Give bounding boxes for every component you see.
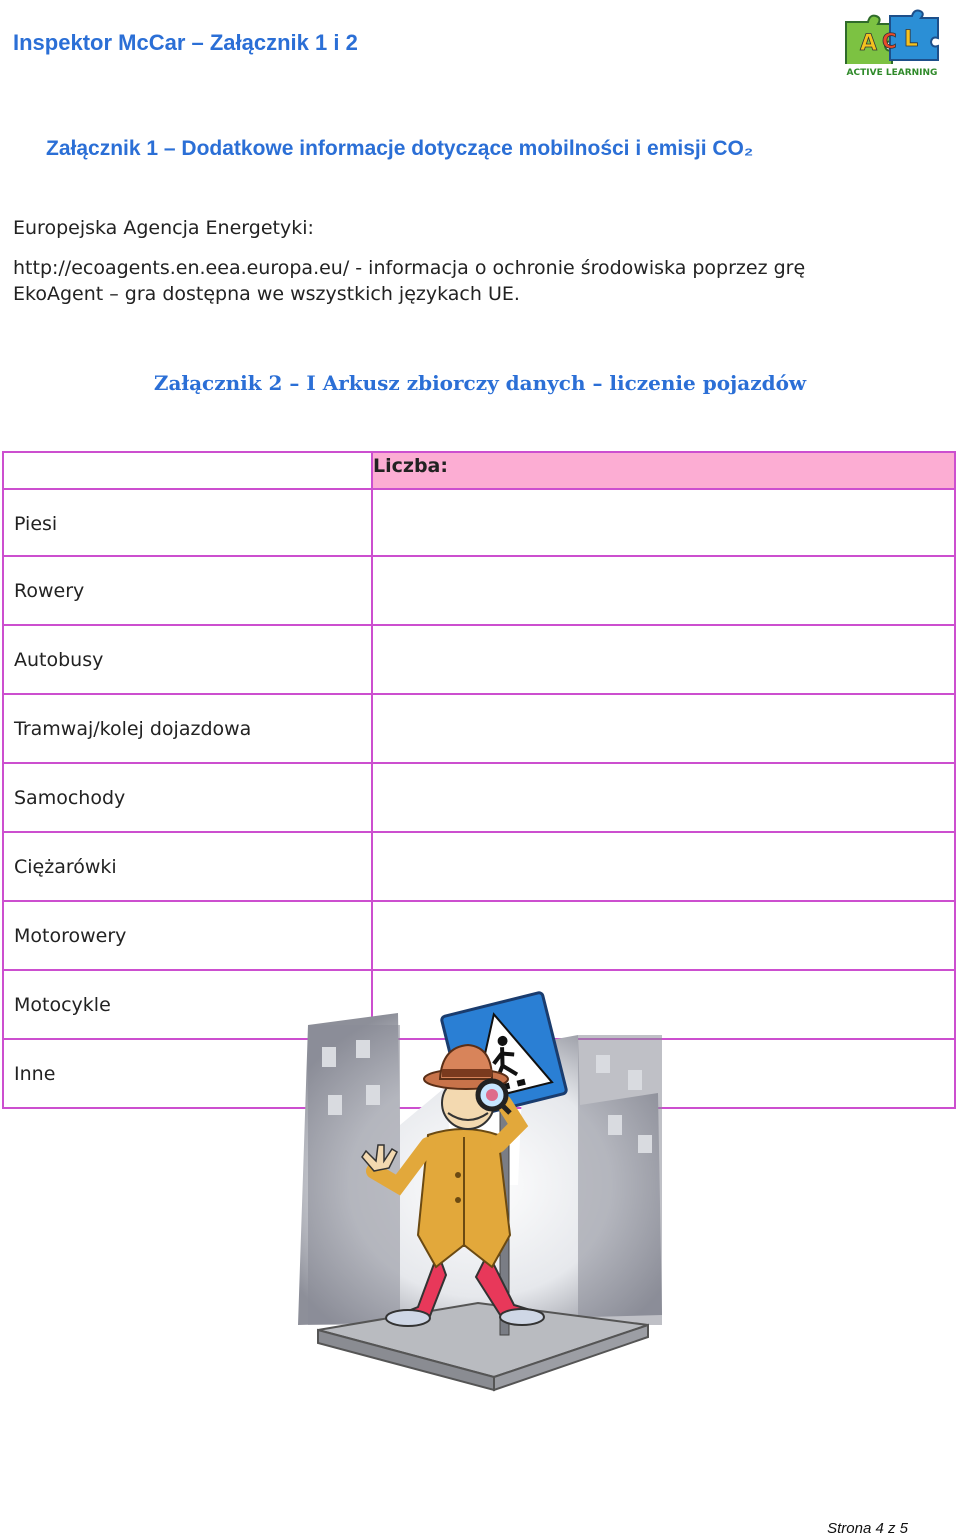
row-label: Motocykle (3, 970, 372, 1039)
detective-crosswalk-illustration (278, 985, 682, 1395)
table-row (3, 556, 955, 625)
table-row (3, 763, 955, 832)
section2-title: Załącznik 2 – I Arkusz zbiorczy danych – liczenie pojazdów (153, 371, 807, 395)
agency-line: Europejska Agencja Energetyki: (13, 217, 314, 239)
row-label: Ciężarówki (3, 832, 372, 901)
row-label: Piesi (3, 489, 372, 556)
logo-caption: ACTIVE LEARNING (846, 68, 938, 78)
row-label: Samochody (3, 763, 372, 832)
count-cell[interactable] (372, 625, 955, 694)
puzzle-logo-icon (838, 6, 946, 80)
row-label: Inne (3, 1039, 372, 1108)
row-label: Autobusy (3, 625, 372, 694)
svg-text:C: C (882, 29, 897, 53)
row-label: Tramwaj/kolej dojazdowa (3, 694, 372, 763)
svg-text:L: L (904, 27, 919, 52)
column-header-count: Liczba: (372, 452, 955, 489)
row-label: Motorowery (3, 901, 372, 970)
row-label: Rowery (3, 556, 372, 625)
ecoagents-line: http://ecoagents.en.eea.europa.eu/ - informacja o ochronie środowiska poprzez grę (13, 257, 806, 279)
count-cell[interactable] (372, 556, 955, 625)
count-cell[interactable] (372, 901, 955, 970)
count-cell[interactable] (372, 763, 955, 832)
section1-title: Załącznik 1 – Dodatkowe informacje dotyczące mobilności i emisji CO₂ (46, 137, 754, 160)
count-cell[interactable] (372, 489, 955, 556)
svg-text:A: A (860, 31, 878, 56)
table-row (3, 489, 955, 556)
ekoagent-line: EkoAgent – gra dostępna we wszystkich językach UE. (13, 283, 520, 305)
count-cell[interactable] (372, 832, 955, 901)
table-row (3, 694, 955, 763)
table-header-row (3, 452, 955, 489)
count-cell[interactable] (372, 694, 955, 763)
document-header-title: Inspektor McCar – Załącznik 1 i 2 (13, 30, 358, 55)
table-row (3, 625, 955, 694)
table-row (3, 832, 955, 901)
table-header-blank-cell (3, 452, 372, 489)
table-row (3, 901, 955, 970)
page-number: Strona 4 z 5 (827, 1520, 908, 1537)
